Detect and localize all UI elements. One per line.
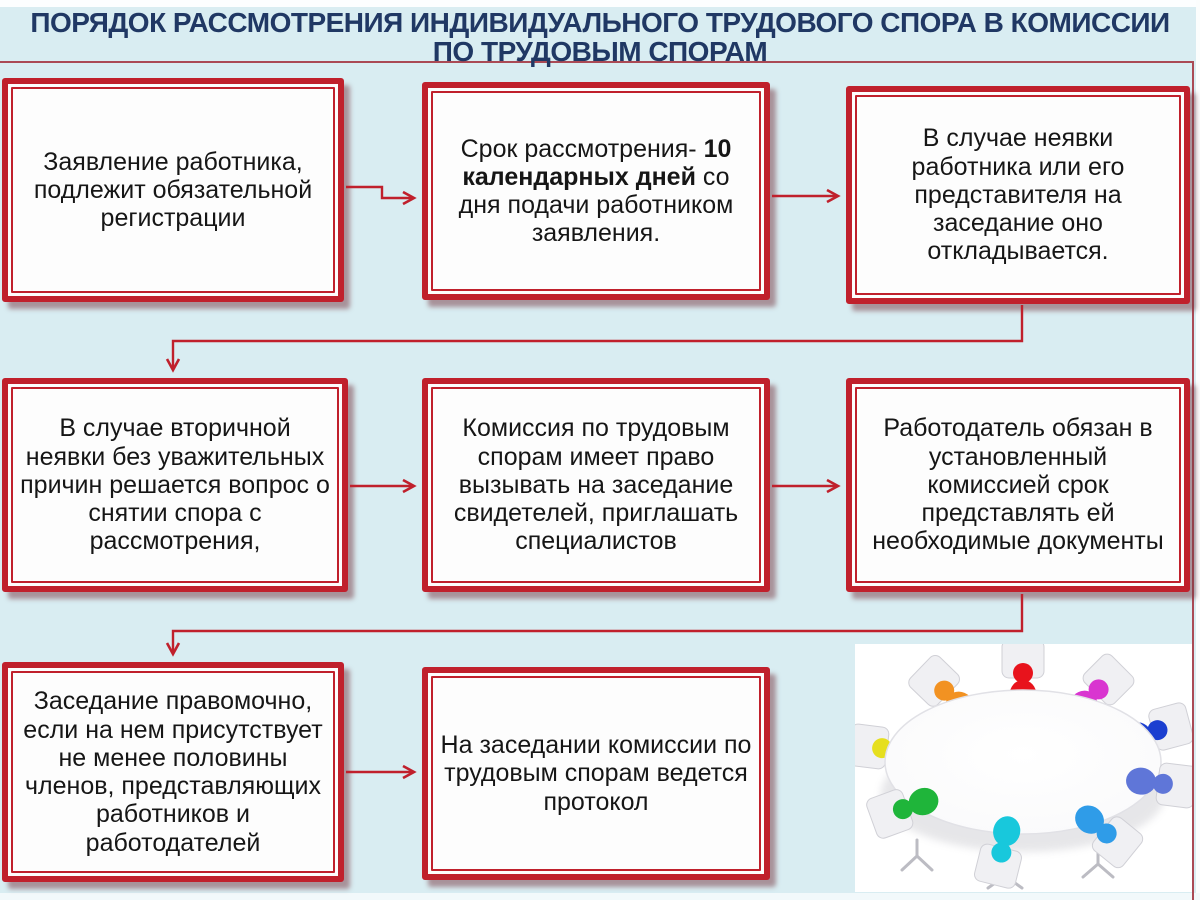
- slide-title: ПОРЯДОК РАССМОТРЕНИЯ ИНДИВИДУАЛЬНОГО ТРУДОВОГО СПОРА В КОМИССИИ ПО ТРУДОВЫМ СПОРАМ: [30, 7, 1170, 68]
- arrow-r1b1-to-r1b2: [346, 187, 414, 198]
- connector-r1b3-to-r2b1: [173, 305, 1022, 370]
- flow-box-text: Заявление работника, подлежит обязательной регистрации: [33, 147, 313, 233]
- flow-box-application-registration: [2, 78, 344, 302]
- flow-box-text: Срок рассмотрения- 10 календарных дней со дня подачи работником заявления.: [458, 134, 734, 248]
- flow-box-employer-documents: [846, 378, 1190, 592]
- round-table-meeting-image: [855, 644, 1192, 892]
- right-margin-strip: [1196, 0, 1200, 900]
- bold-term: 10 календарных дней: [462, 134, 732, 191]
- flow-box-text: Комиссия по трудовым спорам имеет право вызывать на заседание свидетелей, приглашать специалистов: [453, 414, 739, 556]
- flow-box-review-term: [422, 82, 770, 300]
- bottom-margin-strip: [0, 893, 1200, 900]
- flow-box-text: В случае неявки работника или его представителя на заседание оно откладывается.: [911, 124, 1125, 266]
- flow-box-no-show-postponed: [846, 86, 1190, 304]
- right-frame-line: [1192, 61, 1194, 900]
- flow-box-quorum: [2, 662, 344, 882]
- flow-box-protocol: [422, 667, 770, 880]
- flow-box-commission-rights: [422, 378, 770, 592]
- flow-box-text: Заседание правомочно, если на нем присутствует не менее половины членов, представляющих работников и работодателей: [23, 687, 323, 857]
- flow-box-second-no-show: [2, 378, 348, 592]
- flow-box-text: В случае вторичной неявки без уважительных причин решается вопрос о снятии спора с рассмотрения,: [20, 414, 330, 556]
- flow-box-text: На заседании комиссии по трудовым спорам ведется протокол: [440, 731, 752, 816]
- chair-legs: [902, 840, 932, 870]
- flow-box-text: Работодатель обязан в установленный комиссией срок представлять ей необходимые документы: [872, 414, 1164, 556]
